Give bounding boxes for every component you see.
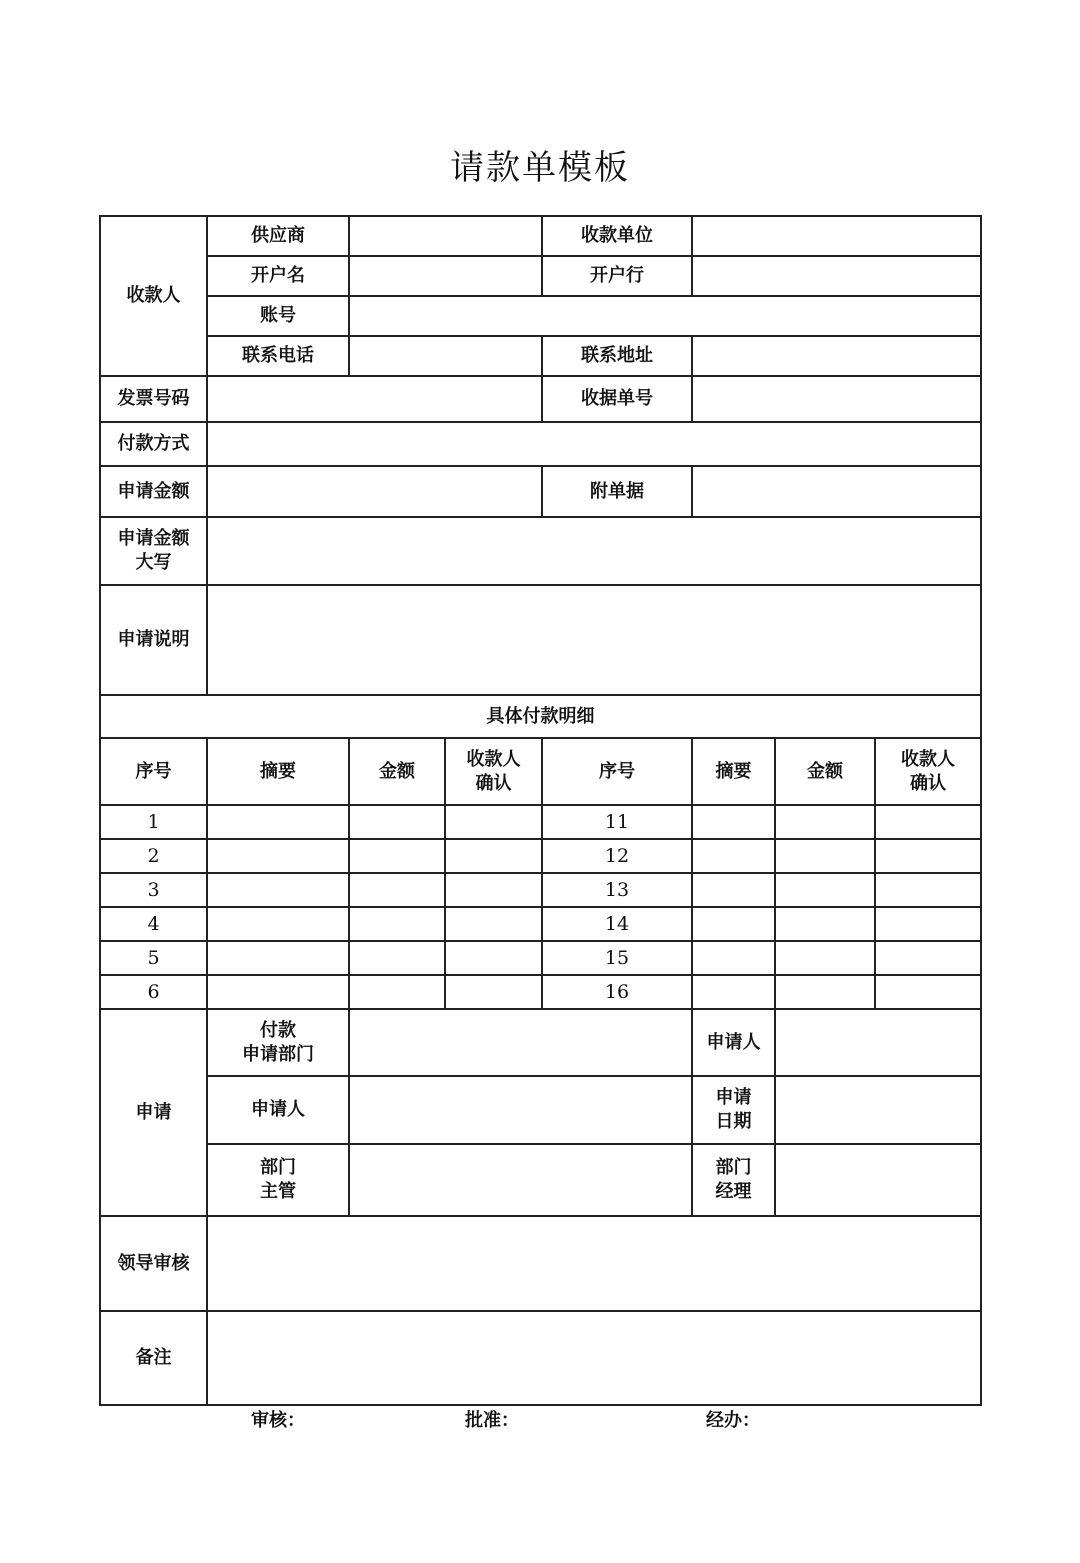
row-number: 12: [542, 839, 692, 873]
confirm-cell[interactable]: [875, 941, 981, 975]
apply-dept-line1: 付款: [260, 1019, 296, 1041]
bank-label: 开户行: [542, 256, 692, 296]
confirm-cell[interactable]: [875, 839, 981, 873]
account-no-field[interactable]: [349, 296, 981, 336]
supervisor-line2: 主管: [260, 1181, 296, 1202]
amount-header-right: 金额: [775, 738, 875, 805]
amount-cell[interactable]: [349, 873, 445, 907]
amount-cell[interactable]: [775, 975, 875, 1009]
invoice-no-label: 发票号码: [100, 376, 207, 422]
confirm-header-left-line1: 收款人: [466, 748, 521, 770]
summary-cell[interactable]: [207, 839, 349, 873]
handler-signature-label: 经办：: [706, 1410, 760, 1431]
amount-cell[interactable]: [349, 941, 445, 975]
row-number: 3: [100, 873, 207, 907]
apply-dept-line2: 申请部门: [242, 1043, 314, 1065]
page-title: 请款单模板: [450, 148, 630, 188]
summary-cell[interactable]: [207, 975, 349, 1009]
receipt-no-field[interactable]: [692, 376, 981, 422]
confirm-cell[interactable]: [445, 839, 542, 873]
audit-signature-label: 审核：: [251, 1410, 305, 1431]
summary-cell[interactable]: [207, 941, 349, 975]
table-row: [100, 805, 981, 839]
row-number: 6: [100, 975, 207, 1009]
amount-cell[interactable]: [775, 839, 875, 873]
applicant-left-label: 申请人: [207, 1076, 349, 1144]
summary-cell[interactable]: [692, 839, 775, 873]
invoice-no-field[interactable]: [207, 376, 542, 422]
apply-dept-field[interactable]: [349, 1009, 692, 1076]
amount-cell[interactable]: [775, 805, 875, 839]
amount-header-left: 金额: [349, 738, 445, 805]
apply-date-field[interactable]: [775, 1076, 981, 1144]
payee-unit-label: 收款单位: [542, 216, 692, 256]
manager-label: [692, 1144, 775, 1216]
payment-method-field[interactable]: [207, 422, 981, 466]
amount-cell[interactable]: [775, 873, 875, 907]
description-label: 申请说明: [100, 585, 207, 695]
summary-cell[interactable]: [692, 941, 775, 975]
summary-cell[interactable]: [692, 975, 775, 1009]
confirm-header-right-line2: 确认: [910, 772, 947, 794]
description-field[interactable]: [207, 585, 981, 695]
confirm-cell[interactable]: [445, 975, 542, 1009]
supplier-field[interactable]: [349, 216, 542, 256]
apply-date-line2: 日期: [715, 1111, 752, 1132]
applicant-left-field[interactable]: [349, 1076, 692, 1144]
payee-unit-field[interactable]: [692, 216, 981, 256]
account-name-field[interactable]: [349, 256, 542, 296]
approve-signature-label: 批准：: [465, 1410, 519, 1431]
review-field[interactable]: [207, 1216, 981, 1311]
amount-cell[interactable]: [775, 907, 875, 941]
payment-method-label: 付款方式: [100, 422, 207, 466]
apply-date-label: [692, 1076, 775, 1144]
summary-cell[interactable]: [692, 907, 775, 941]
confirm-cell[interactable]: [875, 805, 981, 839]
address-field[interactable]: [692, 336, 981, 376]
summary-cell[interactable]: [692, 873, 775, 907]
signature-line: [0, 1404, 1080, 1434]
confirm-cell[interactable]: [445, 907, 542, 941]
confirm-cell[interactable]: [875, 907, 981, 941]
summary-cell[interactable]: [692, 805, 775, 839]
table-row: [100, 941, 981, 975]
amount-label: 申请金额: [100, 466, 207, 517]
amount-words-label: [100, 517, 207, 585]
confirm-cell[interactable]: [875, 873, 981, 907]
apply-dept-label: [207, 1009, 349, 1076]
row-number: 2: [100, 839, 207, 873]
applicant-field[interactable]: [775, 1009, 981, 1076]
amount-words-field[interactable]: [207, 517, 981, 585]
phone-field[interactable]: [349, 336, 542, 376]
amount-field[interactable]: [207, 466, 542, 517]
phone-label: 联系电话: [207, 336, 349, 376]
amount-words-line1: 申请金额: [117, 528, 190, 549]
seq-header-right: 序号: [542, 738, 692, 805]
details-title: 具体付款明细: [100, 695, 981, 738]
apply-section-label: 申请: [100, 1009, 207, 1216]
confirm-header-left: [445, 738, 542, 805]
row-number: 13: [542, 873, 692, 907]
row-number: 1: [100, 805, 207, 839]
summary-cell[interactable]: [207, 805, 349, 839]
row-number: 14: [542, 907, 692, 941]
table-row: [100, 873, 981, 907]
remarks-label: 备注: [100, 1311, 207, 1405]
attachments-field[interactable]: [692, 466, 981, 517]
amount-cell[interactable]: [349, 805, 445, 839]
account-no-label: 账号: [207, 296, 349, 336]
supervisor-line1: 部门: [260, 1157, 296, 1178]
bank-field[interactable]: [692, 256, 981, 296]
confirm-cell[interactable]: [445, 805, 542, 839]
row-number: 4: [100, 907, 207, 941]
table-row: [100, 975, 981, 1009]
table-row: [100, 907, 981, 941]
confirm-header-left-line2: 确认: [475, 772, 512, 794]
manager-line2: 经理: [715, 1181, 752, 1202]
row-number: 11: [542, 805, 692, 839]
payee-section-label: 收款人: [100, 216, 207, 376]
confirm-header-right-line1: 收款人: [901, 748, 956, 770]
review-label: 领导审核: [100, 1216, 207, 1311]
supervisor-label: [207, 1144, 349, 1216]
summary-cell[interactable]: [207, 873, 349, 907]
confirm-cell[interactable]: [875, 975, 981, 1009]
remarks-field[interactable]: [207, 1311, 981, 1405]
amount-cell[interactable]: [775, 941, 875, 975]
account-name-label: 开户名: [207, 256, 349, 296]
receipt-no-label: 收据单号: [542, 376, 692, 422]
attachments-label: 附单据: [542, 466, 692, 517]
row-number: 16: [542, 975, 692, 1009]
payment-request-form: [99, 215, 982, 1406]
address-label: 联系地址: [542, 336, 692, 376]
apply-date-line1: 申请: [715, 1087, 752, 1108]
amount-words-line2: 大写: [135, 552, 172, 573]
summary-cell[interactable]: [207, 907, 349, 941]
amount-cell[interactable]: [349, 975, 445, 1009]
manager-field[interactable]: [775, 1144, 981, 1216]
summary-header-right: 摘要: [692, 738, 775, 805]
confirm-cell[interactable]: [445, 873, 542, 907]
row-number: 15: [542, 941, 692, 975]
confirm-header-right: [875, 738, 981, 805]
seq-header-left: 序号: [100, 738, 207, 805]
supervisor-field[interactable]: [349, 1144, 692, 1216]
table-row: [100, 839, 981, 873]
applicant-label: 申请人: [692, 1009, 775, 1076]
summary-header-left: 摘要: [207, 738, 349, 805]
supplier-label: 供应商: [207, 216, 349, 256]
confirm-cell[interactable]: [445, 941, 542, 975]
amount-cell[interactable]: [349, 839, 445, 873]
amount-cell[interactable]: [349, 907, 445, 941]
row-number: 5: [100, 941, 207, 975]
manager-line1: 部门: [715, 1157, 752, 1178]
